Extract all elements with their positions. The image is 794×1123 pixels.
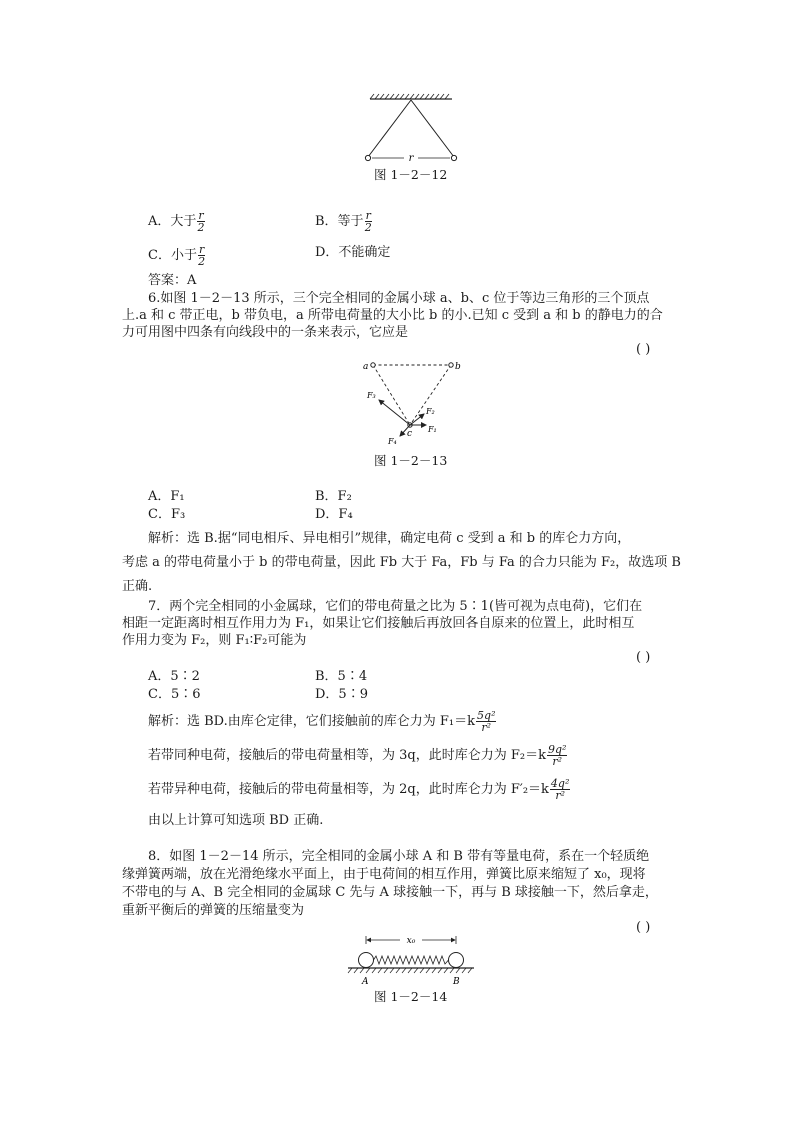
q6-option-c[interactable]: C．F₃	[148, 507, 186, 522]
label-b: b	[455, 362, 461, 372]
ball-a	[371, 363, 375, 367]
figure-caption-14: 图 1－2－14	[374, 989, 448, 1004]
side-bc	[410, 365, 451, 425]
answer-blank-7[interactable]: ( )	[636, 650, 651, 665]
label-f3: F₃	[367, 391, 376, 400]
q6-analysis-2: 考虑 a 的带电荷量小于 b 的带电荷量，因此 Fb 大于 Fa，Fb 与 Fa 的合力只能为 F₂，故选项 B	[122, 555, 681, 570]
q6-line-3: 力可用图中四条有向线段中的一条来表示，它应是	[122, 325, 409, 340]
label-f1: F₁	[428, 425, 437, 434]
q6-option-d[interactable]: D．F₄	[315, 507, 353, 522]
option-c[interactable]: C．小于 $\frac{r}{2}$	[148, 243, 206, 268]
ball-b-14	[449, 953, 464, 968]
answer-blank-8[interactable]: ( )	[636, 920, 651, 935]
right-thread	[411, 100, 454, 157]
q6-option-b[interactable]: B．F₂	[315, 489, 352, 504]
figure-1-2-12	[360, 92, 460, 170]
label-b-14: B	[453, 977, 460, 987]
ball-a-14	[359, 953, 374, 968]
spring-coil	[374, 956, 449, 964]
label-f2: F₂	[426, 407, 435, 416]
answer-blank-6[interactable]: ( )	[636, 342, 651, 357]
q8-line-2: 缘弹簧两端，放在光滑绝缘水平面上，由于电荷间的相互作用，弹簧比原来缩短了 x₀，现将	[122, 867, 646, 882]
q7-option-c[interactable]: C．5∶6	[148, 687, 201, 702]
q7-analysis-2: 若带同种电荷，接触后的带电荷量相等，为 3q，此时库仑力为 F₂＝k $\frac{\text{9q²}}{\text{r²}}$	[148, 743, 567, 768]
answer-5: 答案：A	[148, 273, 197, 288]
option-d[interactable]: D．不能确定	[315, 245, 391, 260]
option-b[interactable]: B．等于 $\frac{r}{2}$	[315, 209, 372, 234]
label-c: c	[407, 429, 413, 439]
arrow-f2	[410, 414, 424, 425]
q7-line-3: 作用力变为 F₂，则 F₁∶F₂可能为	[122, 633, 307, 648]
label-f4: F₄	[388, 437, 397, 446]
figure-caption-12: 图 1－2－12	[374, 167, 448, 182]
q7-option-b[interactable]: B．5∶4	[315, 669, 368, 684]
q8-line-3: 不带电的与 A、B 完全相同的金属球 C 先与 A 球接触一下，再与 B 球接触一下，然后拿走，	[122, 885, 658, 900]
q8-line-4: 重新平衡后的弹簧的压缩量变为	[122, 903, 305, 918]
ceiling-hatch	[370, 94, 449, 99]
figure-caption-13: 图 1－2－13	[374, 453, 448, 468]
left-thread	[368, 100, 411, 157]
q8-line-1: 8．如图 1－2－14 所示，完全相同的金属小球 A 和 B 带有等量电荷，系在一个轻质绝	[148, 849, 650, 864]
arrow-f3	[379, 400, 410, 425]
side-ac	[373, 365, 410, 425]
q7-option-d[interactable]: D．5∶9	[315, 687, 368, 702]
q6-analysis-1: 解析：选 B.据“同电相斥、异电相引”规律，确定电荷 c 受到 a 和 b 的库仑力方向，	[148, 531, 631, 546]
q7-line-2: 相距一定距离时相互作用力为 F₁，如果让它们接触后再放回各自原来的位置上，此时相互	[122, 616, 635, 631]
figure-1-2-13	[360, 356, 470, 448]
q7-option-a[interactable]: A．5∶2	[148, 669, 200, 684]
q6-option-a[interactable]: A．F₁	[148, 489, 185, 504]
label-a-14: A	[362, 977, 369, 987]
ball-b	[449, 363, 453, 367]
r-label: r	[408, 153, 414, 164]
figure-1-2-14	[344, 932, 476, 988]
floor-hatch	[348, 968, 472, 973]
right-ball	[451, 155, 456, 160]
q6-line-1: 6.如图 1－2－13 所示，三个完全相同的金属小球 a、b、c 位于等边三角形的三个顶点	[148, 291, 650, 306]
q7-analysis-4: 由以上计算可知选项 BD 正确.	[148, 813, 324, 828]
q6-line-2: 上.a 和 c 带正电，b 带负电，a 所带电荷量的大小比 b 的小.已知 c 受到 a 和 b 的静电力的合	[122, 308, 663, 323]
label-a: a	[363, 362, 369, 372]
option-a[interactable]: A．大于 $\frac{r}{2}$	[148, 209, 205, 234]
q7-line-1: 7．两个完全相同的小金属球，它们的带电荷量之比为 5∶1(皆可视为点电荷)，它们在	[148, 599, 643, 614]
q6-analysis-3: 正确.	[122, 579, 153, 594]
left-ball	[365, 155, 370, 160]
x0-label: x₀	[406, 936, 416, 946]
q7-analysis-3: 若带异种电荷，接触后的带电荷量相等，为 2q，此时库仑力为 F′₂＝k $\frac{\text{4q²}}{\text{r²}}$	[148, 777, 570, 802]
q7-analysis-1: 解析：选 BD.由库仑定律，它们接触前的库仑力为 F₁＝k $\frac{\text{5q²}}{\text{r²}}$	[148, 709, 496, 734]
